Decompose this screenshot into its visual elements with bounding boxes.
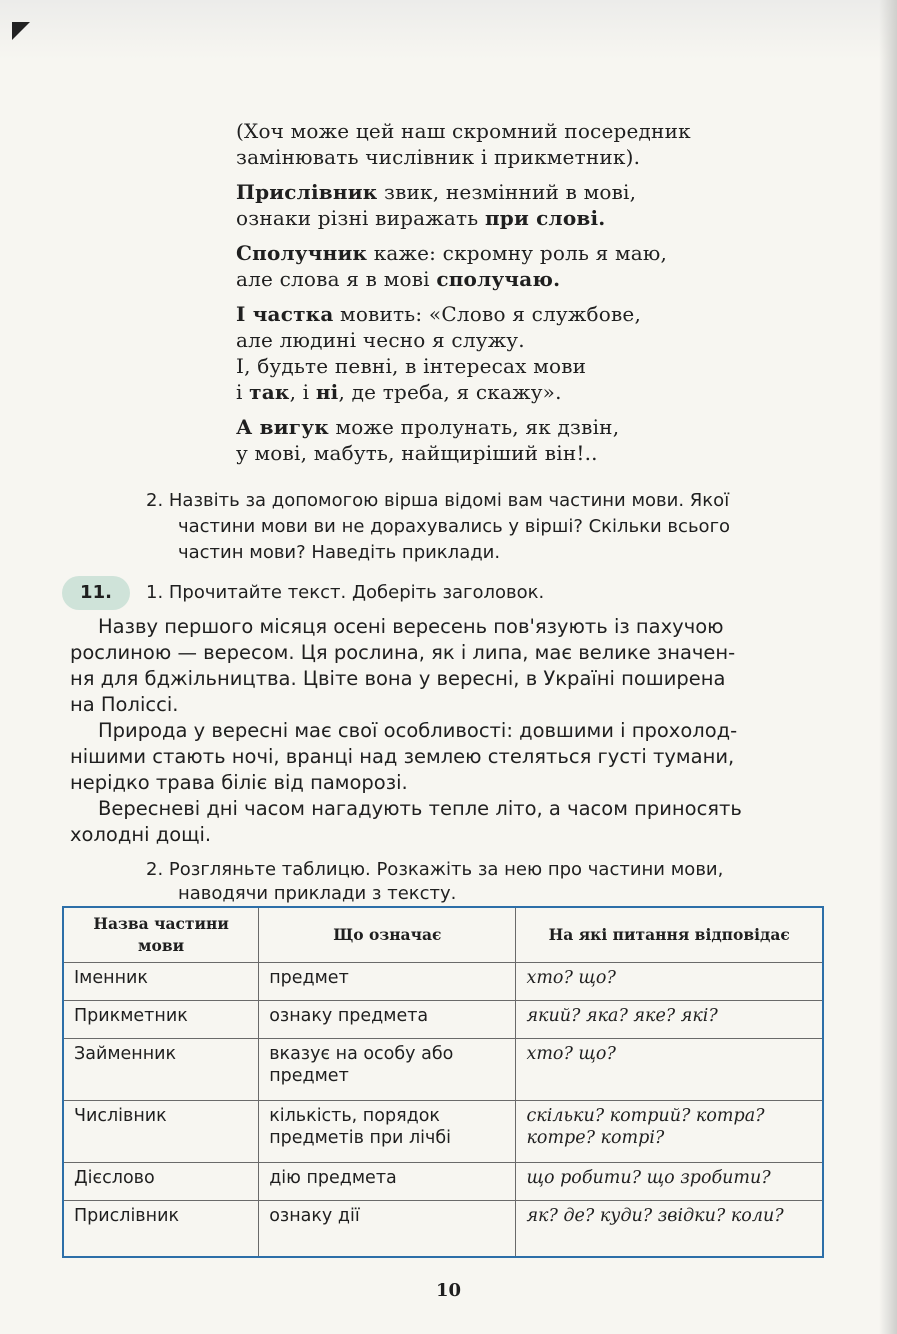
cell-questions: хто? що? (516, 963, 823, 1001)
parts-of-speech-table (62, 906, 824, 1258)
text-line: ня для бджільництва. Цвіте вона у вересні, в Україні поширена (70, 667, 726, 690)
text-line: нішими стають ночі, вранці над землею стеляться густі тумани, (70, 745, 735, 768)
table-row (63, 963, 823, 1001)
column-header-meaning: Що означає (259, 907, 516, 963)
text-line: Вересневі дні часом нагадують тепле літо, а часом приносять (98, 797, 742, 820)
exercise-text (70, 614, 822, 848)
task-line: 2. Назвіть за допомогою вірша відомі вам частини мови. Якої (146, 490, 730, 511)
table-row (63, 1201, 823, 1257)
text-line: Назву першого місяця осені вересень пов'язують із пахучою (98, 615, 724, 638)
exercise-task-1: 1. Прочитайте текст. Доберіть заголовок. (146, 582, 545, 603)
table-row (63, 1163, 823, 1201)
cell-questions: скільки? котрий? котра? котре? котрі? (516, 1101, 823, 1163)
poem-line: А вигук може пролунать, як дзвін, (236, 415, 620, 439)
text-line: Природа у вересні має свої особливості: довшими і прохолод- (98, 719, 738, 742)
paragraph (70, 796, 822, 848)
table-row (63, 1039, 823, 1101)
task-line: 2. Розгляньте таблицю. Розкажіть за нею про частини мови, (146, 859, 724, 880)
poem-line: Прислівник звик, незмінний в мові, (236, 180, 637, 204)
poem-stanza (236, 179, 796, 231)
cell-questions: що робити? що зробити? (516, 1163, 823, 1201)
column-header-name: Назва частини мови (63, 907, 259, 963)
poem-line: І, будьте певні, в інтересах мови (236, 354, 587, 378)
poem-line: але слова я в мові сполучаю. (236, 267, 561, 291)
cell-name: Прикметник (63, 1001, 259, 1039)
text-line: холодні дощі. (70, 823, 212, 846)
column-header-questions: На які питання відповідає (516, 907, 823, 963)
poem-line: І частка мовить: «Слово я службове, (236, 302, 642, 326)
table-row (63, 1101, 823, 1163)
poem-line: і так, і ні, де треба, я скажу». (236, 380, 562, 404)
poem-stanza (236, 118, 796, 170)
poem-line: Сполучник каже: скромну роль я маю, (236, 241, 668, 265)
poem (236, 118, 796, 475)
scan-corner-mark (12, 22, 30, 40)
cell-meaning: дію предмета (259, 1163, 516, 1201)
page-number: 10 (435, 1280, 462, 1301)
scan-shadow-top (0, 0, 897, 60)
table-row (63, 1001, 823, 1039)
cell-questions: як? де? куди? звідки? коли? (516, 1201, 823, 1257)
cell-meaning: ознаку предмета (259, 1001, 516, 1039)
cell-meaning: вказує на особу або предмет (259, 1039, 516, 1101)
task-2-previous (146, 488, 730, 566)
poem-line: але людині чесно я служу. (236, 328, 525, 352)
text-line: на Поліссі. (70, 693, 179, 716)
cell-name: Іменник (63, 963, 259, 1001)
cell-meaning: ознаку дії (259, 1201, 516, 1257)
poem-line: (Хоч може цей наш скромний посередник (236, 119, 691, 143)
exercise-task-2 (146, 858, 723, 906)
table-header-row (63, 907, 823, 963)
paragraph (70, 718, 822, 796)
text-line: нерідко трава біліє від паморозі. (70, 771, 408, 794)
poem-stanza (236, 414, 796, 466)
poem-stanza (236, 240, 796, 292)
cell-meaning: предмет (259, 963, 516, 1001)
exercise-number-badge: 11. (62, 576, 130, 610)
cell-name: Числівник (63, 1101, 259, 1163)
cell-name: Прислівник (63, 1201, 259, 1257)
task-line: наводячи приклади з тексту. (178, 883, 457, 904)
task-line: частини мови ви не дорахувались у вірші? Скільки всього (178, 516, 731, 537)
cell-name: Займенник (63, 1039, 259, 1101)
text-line: рослиною — вересом. Ця рослина, як і липа, має велике значен- (70, 641, 736, 664)
poem-line: у мові, мабуть, найщиріший він!.. (236, 441, 598, 465)
cell-questions: який? яка? яке? які? (516, 1001, 823, 1039)
cell-name: Дієслово (63, 1163, 259, 1201)
task-line: частин мови? Наведіть приклади. (178, 542, 501, 563)
paragraph (70, 614, 822, 718)
poem-line: замінювать числівник і прикметник). (236, 145, 641, 169)
poem-line: ознаки різні виражать при слові. (236, 206, 606, 230)
scan-shadow-right (879, 0, 897, 1334)
poem-stanza (236, 301, 796, 405)
cell-meaning: кількість, порядок предметів при лічбі (259, 1101, 516, 1163)
cell-questions: хто? що? (516, 1039, 823, 1101)
